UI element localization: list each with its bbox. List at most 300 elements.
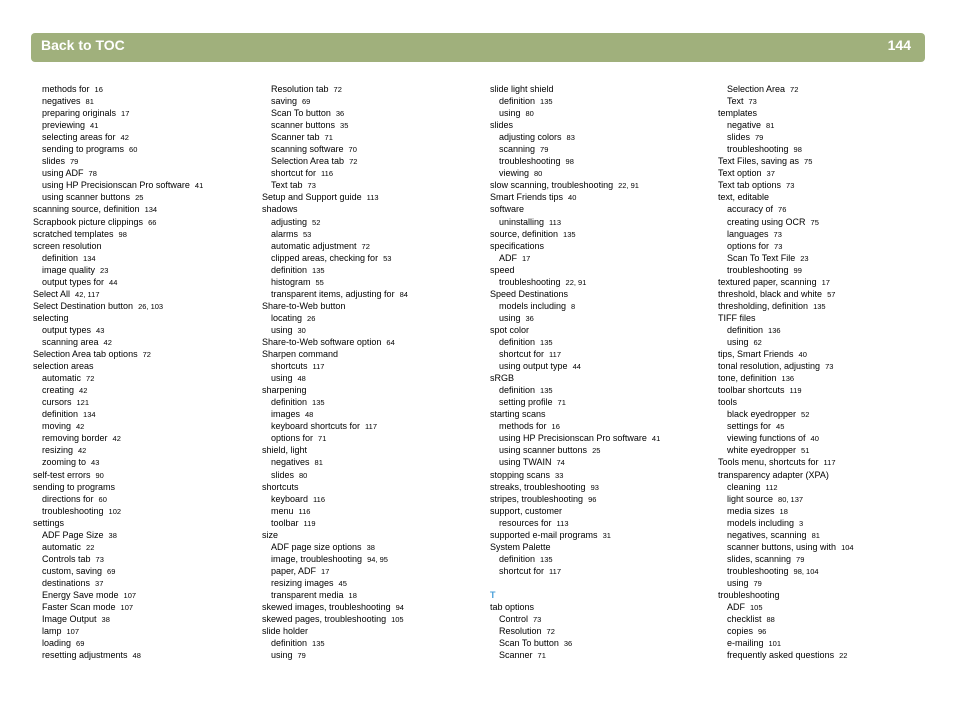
page-reference-link[interactable]: 90 [95,470,104,480]
index-term: destinations [42,577,91,588]
page-reference-link[interactable]: 135 [540,337,553,347]
page-reference-link[interactable]: 117 [549,350,561,360]
page-reference-link[interactable]: 36 [563,639,573,649]
index-term: Sharpen command [262,349,339,360]
index-term: moving [42,421,72,432]
page-reference-link[interactable]: 41 [90,121,99,131]
page-reference-link[interactable]: 8 [571,301,576,311]
index-entry [490,505,660,517]
index-subentry [718,324,854,336]
index-subentry [33,119,203,131]
page-reference-link[interactable]: 121 [76,398,90,408]
page-reference-link[interactable]: 96 [758,627,767,637]
page-reference-link[interactable]: 26, 103 [138,301,164,311]
page-reference-link[interactable]: 116 [313,494,325,504]
index-term: slide holder [262,626,309,637]
page-reference-link[interactable]: 53 [383,253,392,263]
index-term: using HP Precisionscan Pro software [42,180,190,191]
page-reference-link[interactable]: 48 [305,410,314,420]
page-reference-link[interactable]: 71 [318,434,327,444]
page-reference-link[interactable]: 117 [549,566,561,576]
index-term: e-mailing [727,638,764,649]
index-entry [33,360,203,372]
page-reference-link[interactable]: 16 [94,85,103,94]
page-reference-link[interactable]: 117 [312,362,325,372]
index-term: using [499,108,521,119]
page-reference-link[interactable]: 76 [778,205,787,215]
page-reference-link[interactable]: 36 [335,109,345,119]
index-term: Selection Area [727,84,786,94]
index-term: text, editable [718,192,770,203]
index-subentry [33,324,203,336]
page-reference-link[interactable]: 64 [386,337,395,347]
page-reference-link[interactable]: 79 [297,651,306,661]
index-term: troubleshooting [42,505,104,516]
index-entry [490,469,660,481]
page-reference-link[interactable]: 73 [786,181,795,191]
page-reference-link[interactable]: 116 [298,506,311,516]
index-subentry [262,372,408,384]
page-reference-link[interactable]: 23 [100,265,109,275]
page-reference-link[interactable]: 72 [333,85,342,94]
index-term: troubleshooting [499,276,561,287]
page-reference-link[interactable]: 136 [768,325,781,335]
index-subentry [490,360,660,372]
page-reference-link[interactable]: 72 [142,350,151,360]
page-reference-link[interactable]: 75 [804,157,813,167]
page-reference-link[interactable]: 72 [546,627,555,637]
index-term: System Palette [490,541,551,552]
page-reference-link[interactable]: 30 [297,325,306,335]
page-reference-link[interactable]: 88 [766,615,775,625]
page-reference-link[interactable]: 26 [307,313,316,323]
index-term: sRGB [490,373,515,384]
page-reference-link[interactable]: 62 [753,337,762,347]
index-term: models including [499,300,567,311]
index-term: image, troubleshooting [271,553,363,564]
page-reference-link[interactable]: 107 [66,627,80,637]
index-subentry [262,408,408,420]
index-subentry [490,553,660,565]
index-entry [718,191,854,203]
index-subentry [718,637,854,649]
index-term: spot color [490,324,530,335]
index-term: definition [499,385,536,396]
page-reference-link[interactable]: 42 [76,422,85,432]
page-reference-link[interactable]: 38 [108,530,117,540]
page-reference-link[interactable]: 69 [107,566,116,576]
index-term: definition [271,638,308,649]
index-term: slides, scanning [727,553,792,564]
index-term: scanning source, definition [33,204,140,215]
page-reference-link[interactable]: 17 [821,277,830,287]
page-reference-link[interactable]: 136 [781,374,795,384]
index-subentry [33,589,203,601]
index-subentry [262,228,408,240]
page-reference-link[interactable]: 72 [86,374,95,384]
index-subentry [490,167,660,179]
index-subentry [33,541,203,553]
page-reference-link[interactable]: 48 [297,374,306,384]
index-term: previewing [42,120,86,131]
page-reference-link[interactable]: 135 [312,265,325,275]
index-term: adjusting [271,216,308,227]
index-entry [490,288,660,300]
page-reference-link[interactable]: 81 [811,530,820,540]
page-reference-link[interactable]: 23 [800,253,809,263]
index-subentry [33,83,203,95]
index-term: settings for [727,421,772,432]
page-reference-link[interactable]: 40 [568,193,577,203]
page-reference-link[interactable]: 105 [750,603,763,613]
page-reference-link[interactable]: 42 [120,133,129,143]
index-entry [718,456,854,468]
page-reference-link[interactable]: 80 [299,470,308,480]
index-term: slides [490,120,514,131]
index-entry [262,203,408,215]
page-reference-link[interactable]: 60 [98,494,107,504]
page-reference-link[interactable]: 25 [135,193,144,203]
index-subentry [718,240,854,252]
page-reference-link[interactable]: 42, 117 [75,289,100,299]
page-reference-link[interactable]: 71 [557,398,566,408]
page-reference-link[interactable]: 42 [112,434,121,444]
index-term: Scrapbook picture clippings [33,216,144,227]
page-reference-link[interactable]: 44 [572,362,581,372]
index-entry [718,360,854,372]
page-reference-link[interactable]: 73 [307,181,316,191]
index-subentry [490,384,660,396]
index-subentry [33,396,203,408]
index-subentry [718,408,854,420]
index-term: using [271,650,293,661]
page-reference-link[interactable]: 98 [565,157,574,167]
page-reference-link[interactable]: 73 [748,97,757,107]
index-subentry [718,517,854,529]
page-reference-link[interactable]: 36 [525,313,534,323]
index-term: black eyedropper [727,409,797,420]
index-entry [490,191,660,203]
index-subentry [262,216,408,228]
index-term: using scanner buttons [499,445,588,456]
page-reference-link[interactable]: 73 [774,241,783,251]
page-reference-link[interactable]: 119 [303,518,316,528]
index-term: histogram [271,276,311,287]
page-reference-link[interactable]: 119 [789,386,802,396]
page-reference-link[interactable]: 40 [810,434,819,444]
page-reference-link[interactable]: 40 [798,350,807,360]
index-subentry [490,432,660,444]
index-entry [718,384,854,396]
index-term: resizing images [271,577,334,588]
page-reference-link[interactable]: 69 [76,639,85,649]
page-reference-link[interactable]: 113 [549,217,561,227]
page-reference-link[interactable]: 116 [321,169,333,179]
index-term: directions for [42,493,94,504]
index-subentry [262,577,408,589]
page-reference-link[interactable]: 134 [83,253,96,263]
page-reference-link[interactable]: 48 [132,651,141,661]
page-reference-link[interactable]: 93 [590,482,599,492]
index-subentry [262,469,408,481]
page-reference-link[interactable]: 79 [753,578,762,588]
index-subentry [718,505,854,517]
page-reference-link[interactable]: 99 [793,265,802,275]
page-reference-link[interactable]: 37 [95,578,104,588]
index-term: zooming to [42,457,87,468]
page-reference-link[interactable]: 43 [96,325,105,335]
page-reference-link[interactable]: 135 [540,554,553,564]
index-term: supported e-mail programs [490,529,598,540]
index-subentry [490,143,660,155]
index-subentry [33,276,203,288]
index-term: shortcut for [499,349,545,360]
index-term: Tools menu, shortcuts for [718,457,819,468]
index-subentry [718,649,854,661]
index-subentry [33,456,203,468]
page-reference-link[interactable]: 135 [312,398,325,408]
index-subentry [262,456,408,468]
page-reference-link[interactable]: 72 [361,241,370,251]
page-reference-link[interactable]: 33 [555,470,564,480]
page-reference-link[interactable]: 107 [120,603,134,613]
index-subentry [262,553,408,565]
page-reference-link[interactable]: 71 [324,133,333,143]
page-reference-link[interactable]: 73 [773,229,782,239]
page-reference-link[interactable]: 53 [303,229,312,239]
index-subentry [490,456,660,468]
index-term: Select Destination button [33,300,134,311]
page-reference-link[interactable]: 69 [302,97,311,107]
index-subentry [262,276,408,288]
page-reference-link[interactable]: 41 [651,434,661,444]
page-reference-link[interactable]: 102 [108,506,122,516]
index-term: shortcut for [499,565,545,576]
index-subentry [33,191,203,203]
index-term: screen resolution [33,240,102,251]
page-reference-link[interactable]: 41 [194,181,204,191]
page-reference-link[interactable]: 38 [366,542,375,552]
page-reference-link[interactable]: 22, 91 [565,277,587,287]
index-term: options for [271,433,314,444]
index-subentry [33,372,203,384]
page-reference-link[interactable]: 51 [801,446,810,456]
page-reference-link[interactable]: 57 [827,289,836,299]
page-reference-link[interactable]: 73 [533,615,542,625]
page-reference-link[interactable]: 80 [534,169,543,179]
index-entry [718,589,854,601]
page-reference-link[interactable]: 22 [839,651,848,661]
page-reference-link[interactable]: 18 [348,590,357,600]
page-reference-link[interactable]: 45 [776,422,785,432]
index-term: using HP Precisionscan Pro software [499,433,647,444]
page-reference-link[interactable]: 52 [312,217,321,227]
index-entry [490,493,660,505]
page-reference-link[interactable]: 22 [86,542,95,552]
page-reference-link[interactable]: 135 [813,301,826,311]
index-subentry [718,252,854,264]
index-term: scratched templates [33,228,114,239]
page-reference-link[interactable]: 60 [129,145,138,155]
page-reference-link[interactable]: 134 [144,205,158,215]
page-reference-link[interactable]: 75 [810,217,819,227]
page-reference-link[interactable]: 72 [349,157,358,167]
page-reference-link[interactable]: 18 [779,506,788,516]
index-entry [490,228,660,240]
index-subentry [490,216,660,228]
index-subentry [490,300,660,312]
back-to-toc-link[interactable]: Back to TOC [41,37,125,53]
page-reference-link[interactable]: 3 [799,518,804,528]
page-reference-link[interactable]: 31 [602,530,611,540]
page-reference-link[interactable]: 79 [540,145,549,155]
index-term: accuracy of [727,204,774,215]
index-term: white eyedropper [727,445,797,456]
page-reference-link[interactable]: 70 [348,145,357,155]
index-term: Selection Area tab options [33,349,138,360]
page-reference-link[interactable]: 135 [540,97,553,107]
page-reference-link[interactable]: 16 [551,422,560,432]
index-term: source, definition [490,228,559,239]
page-reference-link[interactable]: 135 [563,229,576,239]
index-term: threshold, black and white [718,288,823,299]
page-reference-link[interactable]: 43 [91,458,100,468]
page-reference-link[interactable]: 107 [123,590,137,600]
page-reference-link[interactable]: 104 [841,542,854,552]
page-reference-link[interactable]: 98, 104 [793,566,819,576]
page-reference-link[interactable]: 22, 91 [618,181,639,191]
index-term: stripes, troubleshooting [490,493,584,504]
page-reference-link[interactable]: 25 [592,446,601,456]
page-reference-link[interactable]: 94 [395,603,404,613]
index-term: ADF [727,602,745,613]
page-reference-link[interactable]: 71 [537,651,546,661]
index-entry [718,348,854,360]
page-reference-link[interactable]: 81 [766,121,775,131]
page-reference-link[interactable]: 101 [768,639,782,649]
page-reference-link[interactable]: 80, 137 [778,494,804,504]
index-entry [262,336,408,348]
page-reference-link[interactable]: 52 [801,410,810,420]
index-term: Share-to-Web button [262,300,346,311]
index-term: using [499,312,521,323]
page-reference-link[interactable]: 81 [85,97,94,107]
index-term: using [727,577,749,588]
index-term: troubleshooting [718,589,780,600]
page-reference-link[interactable]: 78 [88,169,97,179]
index-term: shortcut for [271,168,317,179]
index-term: Text tab options [718,180,782,191]
page-reference-link[interactable]: 42 [79,386,88,396]
page-reference-link[interactable]: 66 [148,217,157,227]
index-term: Scanner [499,650,533,661]
page-reference-link[interactable]: 55 [315,277,324,287]
page-reference-link[interactable]: 35 [340,121,349,131]
index-term: automatic [42,373,82,384]
page-reference-link[interactable]: 84 [399,289,408,299]
page-reference-link[interactable]: 73 [95,554,104,564]
page-reference-link[interactable]: 79 [796,554,805,564]
page-reference-link[interactable]: 44 [109,277,118,287]
index-subentry [33,179,203,191]
page-reference-link[interactable]: 79 [70,157,79,167]
page-reference-link[interactable]: 134 [83,410,96,420]
page-reference-link[interactable]: 80 [525,109,534,119]
index-term: specifications [490,240,545,251]
page-reference-link[interactable]: 79 [755,133,764,143]
page-reference-link[interactable]: 113 [366,193,379,203]
index-subentry [262,312,408,324]
index-term: sharpening [262,385,307,396]
index-term: Selection Area tab [271,156,345,167]
index-term: Scanner tab [271,132,320,143]
index-term: tab options [490,601,535,612]
page-reference-link[interactable]: 81 [314,458,323,468]
page-reference-link[interactable]: 17 [522,253,531,263]
index-term: Control [499,614,529,625]
header-bar [31,33,925,62]
index-subentry [33,252,203,264]
page-reference-link[interactable]: 117 [823,458,836,468]
page-reference-link[interactable]: 94, 95 [367,554,388,564]
page-reference-link[interactable]: 96 [588,494,597,504]
page-reference-link[interactable]: 17 [121,109,130,119]
index-term: cursors [42,397,72,408]
index-subentry [262,493,408,505]
index-term: starting scans [490,409,546,420]
page-reference-link[interactable]: 98 [793,145,802,155]
index-subentry [33,649,203,661]
page-reference-link[interactable]: 72 [790,85,799,94]
index-entry [490,529,660,541]
page-reference-link[interactable]: 112 [765,482,778,492]
index-subentry [490,517,660,529]
index-entry [262,529,408,541]
page-reference-link[interactable]: 83 [566,133,575,143]
index-entry [490,240,660,252]
index-term: Resolution [499,626,542,637]
page-reference-link[interactable]: 37 [766,169,775,179]
page-reference-link[interactable]: 135 [312,639,325,649]
index-term: settings [33,517,65,528]
index-term: Faster Scan mode [42,602,116,613]
page-reference-link[interactable]: 117 [365,422,378,432]
index-subentry [490,444,660,456]
index-subentry [33,565,203,577]
page-reference-link[interactable]: 42 [78,446,87,456]
page-reference-link[interactable]: 74 [556,458,565,468]
page-reference-link[interactable]: 42 [103,337,112,347]
index-entry [33,348,203,360]
index-entry [262,384,408,396]
index-term: troubleshooting [727,264,789,275]
index-entry [33,288,203,300]
page-reference-link[interactable]: 17 [321,566,330,576]
page-reference-link[interactable]: 113 [556,518,569,528]
page-reference-link[interactable]: 73 [825,362,834,372]
index-term: methods for [499,421,547,432]
index-term: menu [271,505,294,516]
page-reference-link[interactable]: 98 [118,229,127,239]
page-reference-link[interactable]: 38 [101,615,110,625]
index-term: Smart Friends tips [490,192,564,203]
page-reference-link[interactable]: 45 [338,578,347,588]
page-reference-link[interactable]: 135 [540,386,553,396]
index-term: using TWAIN [499,457,552,468]
page-reference-link[interactable]: 105 [391,615,404,625]
index-subentry [490,420,660,432]
index-subentry [490,312,660,324]
